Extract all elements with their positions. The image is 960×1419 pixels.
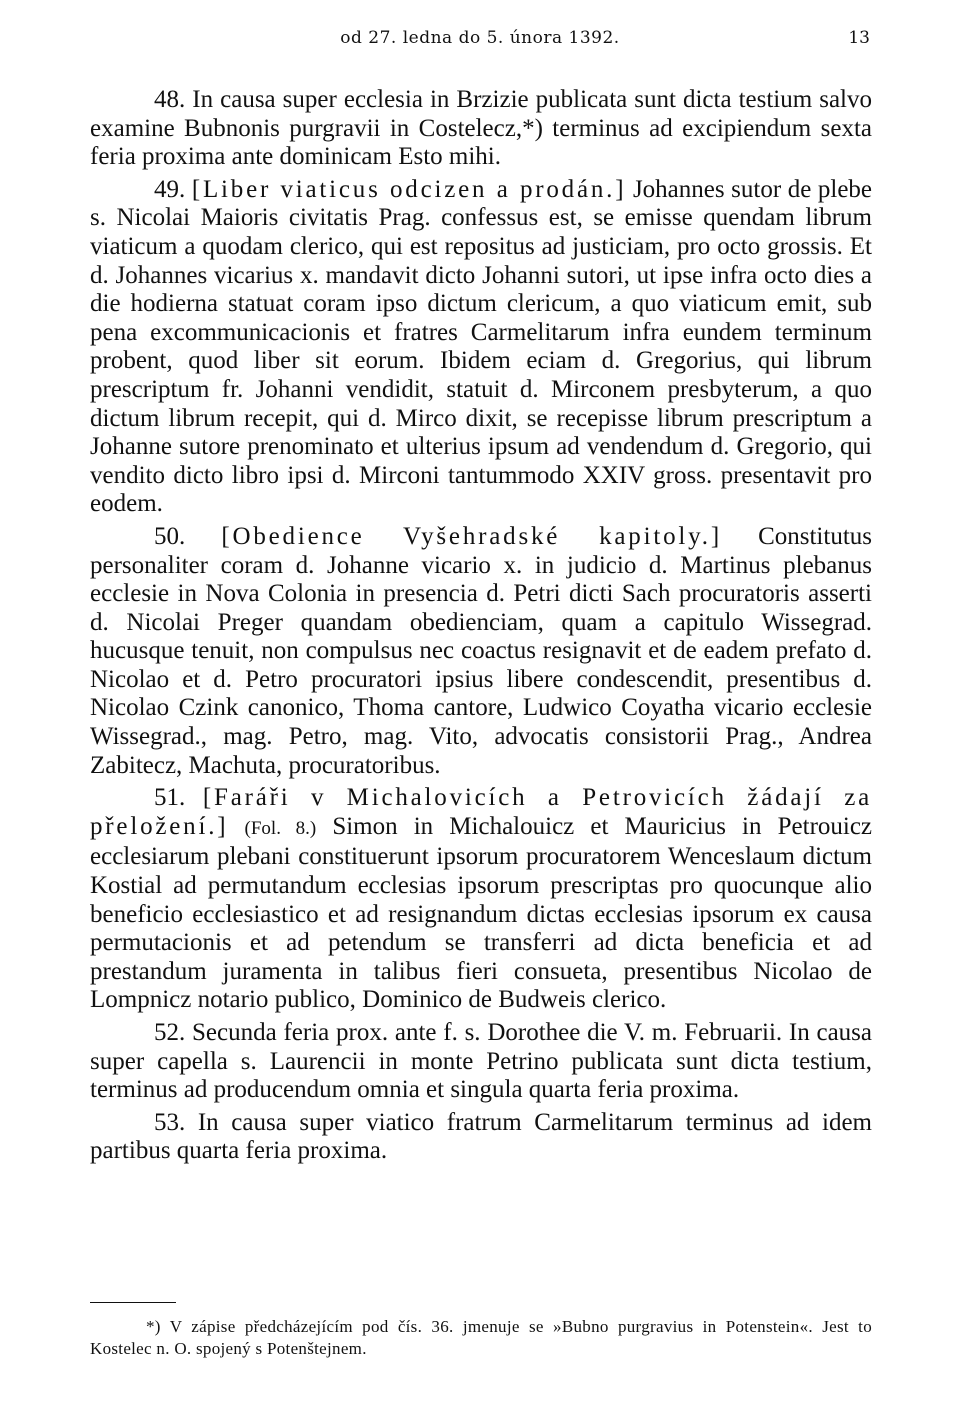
entry-text: Secunda feria prox. ante f. s. Dorothee die V. m. Februarii. In causa super capella s. Laurencii in monte Petrino publicata sunt dicta testium, terminus ad producendum omnia et singula quarta feria proxima. (90, 1019, 872, 1104)
entry-title: [Obedience Vyšehradské kapitoly.] (221, 522, 722, 550)
entry-52 (90, 1019, 872, 1105)
folio-reference: (Fol. 8.) (244, 817, 317, 839)
entry-number: 51. (154, 784, 186, 812)
entry-text: Simon in Michalouicz et Mauricius in Petrouicz ecclesiarum plebani constituerunt ipsorum procuratorem Wenceslaum dictum Kostial ad permutandum ecclesias ipsorum prescriptas pro quocunque alio beneficio ecclesiastico et ad resignandum dictas ecclesias ipsorum ex causa permutacionis et ad petendum se transferri ad dicta beneficia et ad prestandum juramenta in talibus fieri consueta, presentibus Nicolao de Lompnicz notario publico, Dominico de Budweis clerico. (90, 812, 873, 1014)
entry-title: [Liber viaticus odcizen a prodán.] (191, 175, 627, 203)
entry-number: 48. (154, 86, 186, 113)
entry-49 (90, 176, 872, 519)
entry-53 (90, 1109, 872, 1166)
entry-48 (90, 86, 872, 172)
running-head: od 27. ledna do 5. února 1392. (340, 28, 620, 48)
entry-number: 49. (154, 175, 186, 203)
entry-number: 50. (154, 522, 186, 550)
entry-text: Constitutus personaliter coram d. Johanne vicario x. in judicio d. Martinus plebanus ecclesie in Nova Colonia in presencia d. Petri dicti Sach procuratoris asserti d. Nicolai Preger quandam obedienciam, quam a capitulo Wissegrad. hucusque tenuit, non compulsus nec coactus resignavit et de eadem prefato d. Nicolao et d. Petro procuratori ipsius libere condescendit, presentibus d. Nicolao Czink canonico, Thoma cantore, Ludwico Coyatha vicario ecclesie Wissegrad., mag. Petro, mag. Vito, advocatis consistorii Prag., Andrea Zabitecz, Machuta, procuratoribus. (90, 522, 872, 779)
entry-text: Johannes sutor de plebe s. Nicolai Maioris civitatis Prag. confessus est, se emisse quendam librum viaticum a quodam clerico, qui est repositus ad justiciam, pro octo grossis. Et d. Johannes vicarius x. mandavit dicto Johanni sutori, ut ipse infra octo dies a die hodierna statuat coram ipso dictum clericum, a quo viaticum emit, sub pena excommunicacionis et fratres Carmelitarum infra eundem terminum probent, quod liber sit eorum. Ibidem eciam d. Gregorius, qui librum prescriptum fr. Johanni vendidit, statuit d. Mirconem presbyterum, a quo dictum librum recepit, qui d. Mirco dixit, se recepisse librum prescriptum a Johanne sutore prenominato et ulterius ipsum ad vendendum d. Gregorio, qui vendito dicto libro ipsi d. Mirconi tantummodo XXIV gross. presentavit pro eodem. (90, 175, 873, 518)
footnote: *) V zápise předcházejícím pod čís. 36. jmenuje se »Bubno purgravius in Potenstein«. Jest to Kostelec n. O. spojený s Potenštejnem. (90, 1317, 872, 1358)
document-body (90, 86, 872, 1170)
entry-number: 53. (154, 1108, 186, 1136)
page-number: 13 (848, 28, 870, 48)
entry-51 (90, 784, 872, 1015)
entry-number: 52. (154, 1019, 186, 1046)
entry-text: In causa super ecclesia in Brzizie publicata sunt dicta testium salvo examine Bubnonis purgravii in Costelecz,*) terminus ad excipiendum sexta feria proxima ante dominicam Esto mihi. (90, 86, 872, 171)
page-header (90, 28, 870, 58)
entry-title: [Faráři v Michalovicích a Petrovicích žádají za přeložení.] (90, 784, 873, 840)
entry-50 (90, 523, 872, 780)
entry-text: In causa super viatico fratrum Carmelitarum terminus ad idem partibus quarta feria proxima. (90, 1108, 872, 1165)
footnote-divider (90, 1302, 176, 1303)
